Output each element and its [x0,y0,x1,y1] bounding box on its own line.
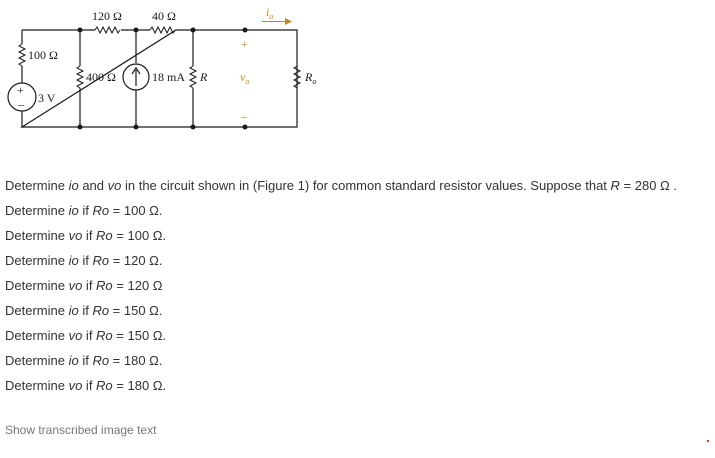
label-100: 100 Ω [28,48,58,62]
label-400: 400 Ω [86,70,116,84]
resistor-100 [19,44,25,66]
label-vo-plus: + [241,37,248,51]
label-vo-minus: – [241,109,247,123]
label-io: $i_o$ [266,5,274,21]
problem-text-block [5,177,705,402]
label-vo: $v_o$ [240,70,250,86]
question-item: Determine io if Ro = 150 Ω. [5,303,163,318]
question-item: Determine vo if Ro = 100 Ω. [5,228,167,243]
label-source-plus: + [17,83,24,97]
resistor-400 [77,66,83,88]
question-item: Determine io if Ro = 180 Ω. [5,353,163,368]
label-40: 40 Ω [152,9,176,23]
question-item: Determine io if Ro = 120 Ω. [5,253,163,268]
circuit-figure [0,0,330,140]
show-transcribed-text-link[interactable]: Show transcribed image text [5,423,157,437]
label-r: R [200,70,208,84]
problem-statement: Determine io and vo in the circuit shown in (Figure 1) for common standard resistor values. Suppose that R = 280 Ω . [5,178,677,193]
label-120: 120 Ω [92,9,122,23]
question-item: Determine vo if Ro = 180 Ω. [5,378,167,393]
question-list [5,202,705,402]
question-item: Determine vo if Ro = 150 Ω. [5,328,167,343]
question-item: Determine io if Ro = 100 Ω. [5,203,163,218]
resistor-r [190,66,196,88]
arrow-up-icon [132,68,140,86]
resistor-40 [150,27,175,33]
io-arrow-icon [262,18,292,25]
decorative-dot [707,440,709,442]
question-item: Determine vo if Ro = 120 Ω [5,278,163,293]
resistor-120 [95,27,120,33]
label-source-minus: – [18,97,24,111]
label-ro: $R_o$ [305,70,317,86]
label-3v: 3 V [38,91,56,105]
label-18ma: 18 mA [152,70,185,84]
